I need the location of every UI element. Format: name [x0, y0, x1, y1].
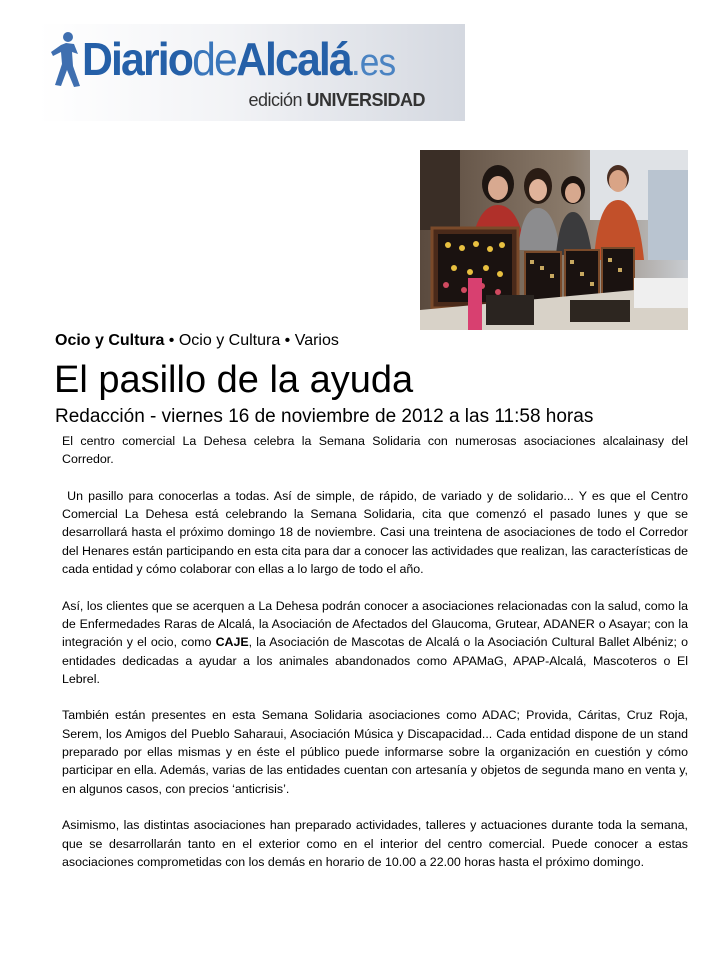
- article-body: [62, 432, 692, 889]
- article-paragraph-3: [62, 597, 688, 688]
- article-paragraph-2: Un pasillo para conocerlas a todas. Así de simple, de rápido, de variado y de solidario... Y es que el Centro Comercial La Dehesa está celebrando la Semana Solidaria, cita que comenzó el pasado lunes y que se desarrollará hasta el próximo domingo 18 de noviembre. Casi una treintena de asociaciones de todo el Corredor del Henares están participando en esta cita para dar a conocer las actividades que realizan, las características de cada entidad y cómo colaborar con ellas a lo largo de todo el año.: [62, 488, 692, 577]
- runner-silhouette-icon: [48, 30, 82, 90]
- article-byline: Redacción - viernes 16 de noviembre de 2012 a las 11:58 horas: [55, 406, 594, 427]
- kicker-categories: • Ocio y Cultura • Varios: [164, 332, 339, 349]
- paragraph-3-highlight: CAJE: [215, 635, 249, 650]
- brand-part-de: de: [192, 33, 236, 85]
- article-paragraph-5: Asimismo, las distintas asociaciones han preparado actividades, talleres y actuaciones durante toda la semana, que se desarrollarán tanto en el exterior como en el interior del centro comercial. Puede conocer a estas asociaciones comprometidas con los demás en horario de 10.00 a 22.00 horas hasta el próximo domingo.: [62, 818, 688, 869]
- edition-name: UNIVERSIDAD: [306, 90, 425, 110]
- masthead-logo: [38, 24, 465, 121]
- article-paragraph-1: El centro comercial La Dehesa celebra la Semana Solidaria con numerosas asociaciones alcalainasy del Corredor.: [62, 434, 688, 467]
- paragraph-3-part-b: , la Asociación de Mascotas de Alcalá o la Asociación Cultural Ballet Albéniz; o entidades dedicadas a ayudar a los animales abandonados como APAMaG, APAP-Alcalá, Mascoteros o El Lebrel.: [62, 635, 688, 686]
- article-kicker: [55, 332, 339, 350]
- brand-part-diario: Diario: [82, 33, 193, 85]
- brand-part-alcala: Alcalá: [235, 33, 351, 85]
- paragraph-3-part-a: Así, los clientes que se acerquen a La Dehesa podrán conocer a asociaciones relacionadas con la salud, como la de Enfermedades Raras de Alcalá, la Asociación de Afectados del Glaucoma, Grutear, ADANER o Asayar; con la integración y el ocio, como: [62, 598, 688, 650]
- brand-part-tld: .es: [350, 42, 396, 84]
- article-photo: [420, 150, 688, 330]
- edition-prefix: edición: [248, 90, 307, 110]
- article-paragraph-4: También están presentes en esta Semana Solidaria asociaciones como ADAC; Provida, Cáritas, Cruz Roja, Serem, los Amigos del Pueblo Saharaui, Asociación Música y Discapacidad... Cada entidad dispone de un stand preparado por ellas mismas y en éste el público puede informarse sobre la organización en cuestión y cómo participar en ella. Además, varias de las entidades cuentan con artesanía y objetos de segunda mano en venta y, en algunos casos, con precios ‘anticrisis’.: [62, 708, 688, 796]
- edition-label: [248, 90, 425, 111]
- article-title: El pasillo de la ayuda: [54, 359, 414, 401]
- photo-shop-stand-image: [420, 150, 688, 330]
- kicker-section[interactable]: Ocio y Cultura: [55, 332, 165, 349]
- brand-wordmark: [82, 34, 395, 88]
